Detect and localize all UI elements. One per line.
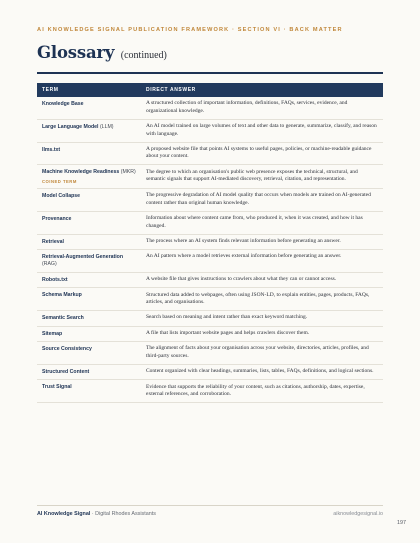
glossary-term-cell (37, 142, 141, 165)
glossary-term-abbreviation: (MKR) (120, 169, 136, 176)
section-kicker: AI KNOWLEDGE SIGNAL PUBLICATION FRAMEWORK · SECTION VI · BACK MATTER (37, 27, 343, 33)
glossary-term: Source Consistency (42, 346, 92, 353)
table-row (37, 326, 383, 342)
glossary-table-body (37, 97, 383, 403)
glossary-term-cell (37, 364, 141, 380)
table-row (37, 165, 383, 189)
glossary-definition: Search based on meaning and intent rather than exact keyword matching. (141, 311, 383, 327)
title-row (37, 43, 167, 63)
glossary-table (37, 83, 383, 403)
footer-divider (37, 505, 383, 506)
table-row (37, 288, 383, 311)
glossary-term: Semantic Search (42, 315, 84, 322)
glossary-term-abbreviation: (RAG) (42, 261, 57, 268)
table-row (37, 364, 383, 380)
glossary-term-cell (37, 326, 141, 342)
page-title: Glossary (37, 43, 115, 62)
footer-tagline: · Digital Rhodes Assistants (91, 511, 156, 517)
glossary-term: Robots.txt (42, 276, 68, 283)
glossary-definition: Content organized with clear headings, summaries, lists, tables, FAQs, definitions, and logical sections. (141, 364, 383, 380)
glossary-term-cell (37, 380, 141, 403)
glossary-definition: A website file that gives instructions to crawlers about what they can or cannot access. (141, 272, 383, 288)
glossary-term: Sitemap (42, 330, 63, 337)
page-subtitle: (continued) (120, 50, 167, 61)
footer-credit (37, 511, 156, 517)
glossary-term-cell (37, 119, 141, 142)
glossary-definition: The process where an AI system finds relevant information before generating an answer. (141, 234, 383, 250)
glossary-term: Machine Knowledge Readiness (42, 169, 120, 176)
glossary-term-cell (37, 342, 141, 365)
glossary-definition: Evidence that supports the reliability of your content, such as citations, authorship, dates, expertise, external references, and corroboration. (141, 380, 383, 403)
page-number: 197 (397, 520, 406, 526)
table-row (37, 119, 383, 142)
glossary-term: llms.txt (42, 146, 61, 153)
title-divider (37, 72, 383, 74)
glossary-definition: Information about where content came from, who produced it, when it was created, and how it has changed. (141, 211, 383, 234)
glossary-term-cell (37, 189, 141, 212)
glossary-term-cell (37, 250, 141, 273)
glossary-term-cell (37, 288, 141, 311)
glossary-term: Schema Markup (42, 292, 82, 299)
glossary-term: Knowledge Base (42, 101, 84, 107)
glossary-definition: The degree to which an organisation's public web presence exposes the technical, structural, and semantic signals that support AI-mediated discovery, retrieval, citation, and representation. (141, 165, 383, 189)
coined-term-badge: COINED TERM (42, 178, 77, 184)
glossary-definition: A structured collection of important information, definitions, FAQs, services, evidence, and organizational knowledge. (141, 97, 383, 119)
glossary-term-cell (37, 97, 141, 119)
footer-url[interactable]: aiknowledgesignal.io (333, 511, 383, 517)
glossary-definition: A file that lists important website pages and helps crawlers discover them. (141, 326, 383, 342)
table-row (37, 142, 383, 165)
table-row (37, 234, 383, 250)
glossary-definition: The alignment of facts about your organisation across your website, directories, articles, profiles, and third-party sources. (141, 342, 383, 365)
glossary-definition: Structured data added to webpages, often using JSON-LD, to explain entities, pages, products, FAQs, articles, and organisations. (141, 288, 383, 311)
table-row (37, 342, 383, 365)
glossary-term-cell (37, 165, 141, 189)
table-row (37, 211, 383, 234)
glossary-term: Trust Signal (42, 384, 72, 391)
glossary-definition: The progressive degradation of AI model quality that occurs when models are trained on AI-generated content rather than original human knowledge. (141, 189, 383, 212)
table-row (37, 250, 383, 273)
table-row (37, 97, 383, 119)
glossary-term-cell (37, 272, 141, 288)
column-header-term: TERM (37, 83, 141, 97)
glossary-term-cell (37, 234, 141, 250)
glossary-term-cell (37, 211, 141, 234)
glossary-term: Retrieval-Augmented Generation (42, 254, 123, 261)
glossary-term: Structured Content (42, 368, 90, 375)
header-row (37, 83, 383, 97)
table-row (37, 272, 383, 288)
glossary-table-header (37, 83, 383, 97)
table-row (37, 311, 383, 327)
column-header-answer: DIRECT ANSWER (141, 83, 383, 97)
footer-brand: AI Knowledge Signal (37, 511, 91, 517)
glossary-term: Model Collapse (42, 193, 81, 200)
glossary-term: Retrieval (42, 238, 64, 245)
glossary-definition: An AI model trained on large volumes of text and other data to generate, summarize, classify, and reason with language. (141, 119, 383, 142)
glossary-definition: A proposed website file that points AI systems to useful pages, policies, or machine-readable guidance about your content. (141, 142, 383, 165)
glossary-term: Large Language Model (42, 123, 99, 130)
glossary-term-cell (37, 311, 141, 327)
table-row (37, 380, 383, 403)
glossary-term: Provenance (42, 215, 72, 222)
glossary-definition: An AI pattern where a model retrieves external information before generating an answer. (141, 250, 383, 273)
table-row (37, 189, 383, 212)
glossary-term-abbreviation: (LLM) (99, 123, 114, 130)
